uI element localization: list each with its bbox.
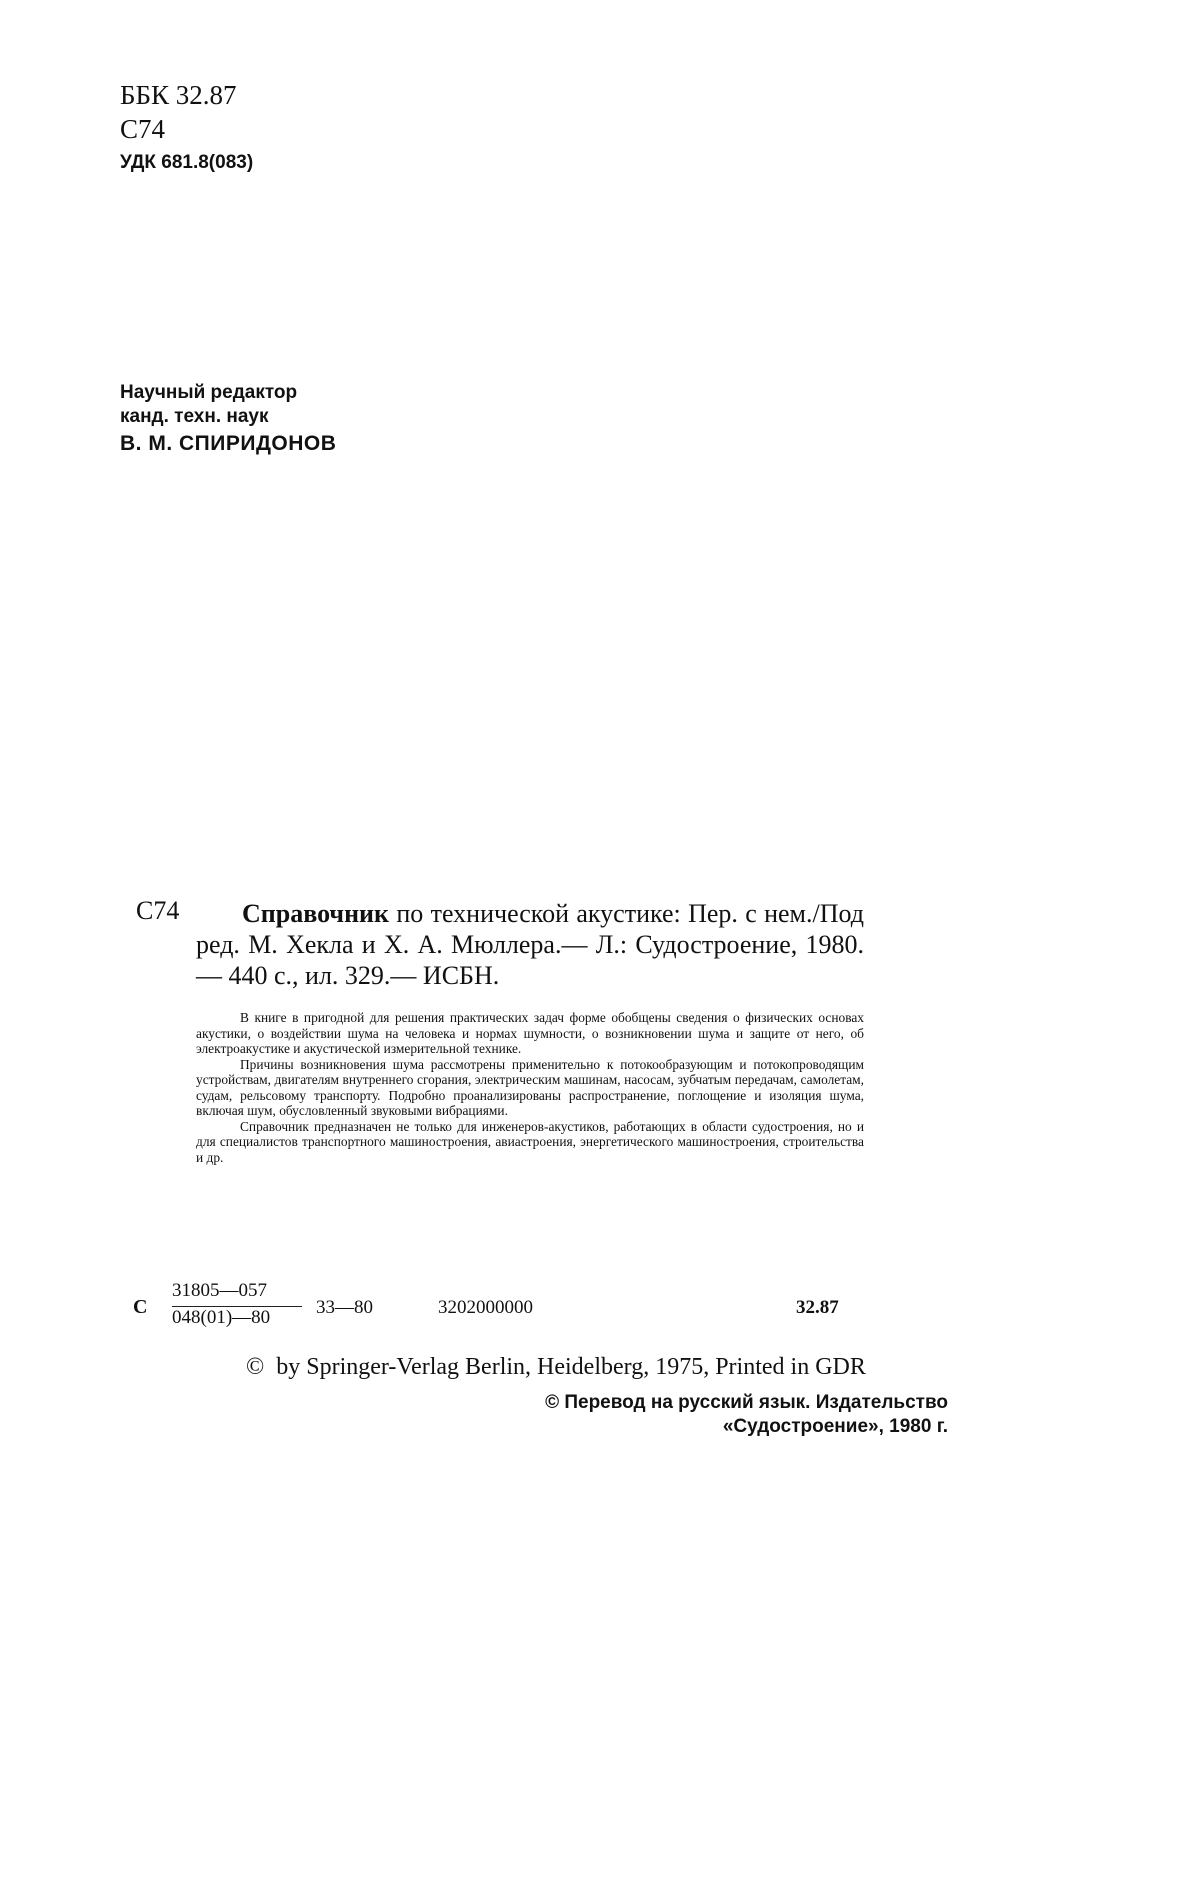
annotation-paragraph: В книге в пригодной для решения практических задач форме обобщены сведения о физических основах акустики, о воздействии шума на человека и нормах шумности, о возникновении шума и защите от него, об электроакустике и акустической измерительной технике.: [196, 1010, 864, 1056]
copyright-icon: ©: [246, 1354, 265, 1380]
catalog-entry: [196, 898, 864, 991]
editor-name: В. М. СПИРИДОНОВ: [120, 432, 337, 455]
editor-degree: канд. техн. наук: [120, 406, 269, 427]
bbk-code: ББК 32.87: [120, 80, 237, 110]
copyright-translation-line1: © Перевод на русский язык. Издательство: [545, 1392, 948, 1413]
catalog-description: по технической акустике: Пер. с нем./Под ред. М. Хекла и Х. А. Мюллера.— Л.: Судостроение, 1980.— 440 с., ил. 329.— ИСБН.: [196, 899, 864, 990]
annotation: [196, 1010, 864, 1165]
catalog-label: С74: [136, 896, 180, 925]
udk-code: УДК 681.8(083): [120, 152, 254, 173]
codes-label: С: [133, 1296, 148, 1318]
copyright-original: [246, 1354, 866, 1381]
editor-role: Научный редактор: [120, 382, 298, 403]
codes-denominator: 048(01)—80: [172, 1307, 271, 1328]
copyright-original-text: by Springer-Verlag Berlin, Heidelberg, 1975, Printed in GDR: [276, 1354, 866, 1380]
codes-classification: 32.87: [796, 1297, 839, 1318]
codes-series: 3202000000: [438, 1297, 533, 1318]
codes-numerator: 31805—057: [172, 1280, 267, 1301]
catalog-code: С74: [120, 114, 166, 144]
annotation-paragraph: Причины возникновения шума рассмотрены применительно к потокообразующим и потокопроводящим устройствам, двигателям внутреннего сгорания, электрическим машинам, насосам, зубчатым передачам, самолетам, судам, рельсовому транспорту. Подробно проанализированы распространение, поглощение и изоляция шума, включая шум, обусловленный звуковыми вибрациями.: [196, 1056, 864, 1118]
copyright-translation-line2: «Судостроение», 1980 г.: [722, 1416, 948, 1437]
annotation-paragraph: Справочник предназначен не только для инженеров-акустиков, работающих в области судостроения, но и для специалистов транспортного машиностроения, авиастроения, энергетического машиностроения, строительства и др.: [196, 1118, 864, 1165]
codes-number: 33—80: [316, 1297, 373, 1318]
catalog-title: Справочник: [242, 899, 390, 928]
